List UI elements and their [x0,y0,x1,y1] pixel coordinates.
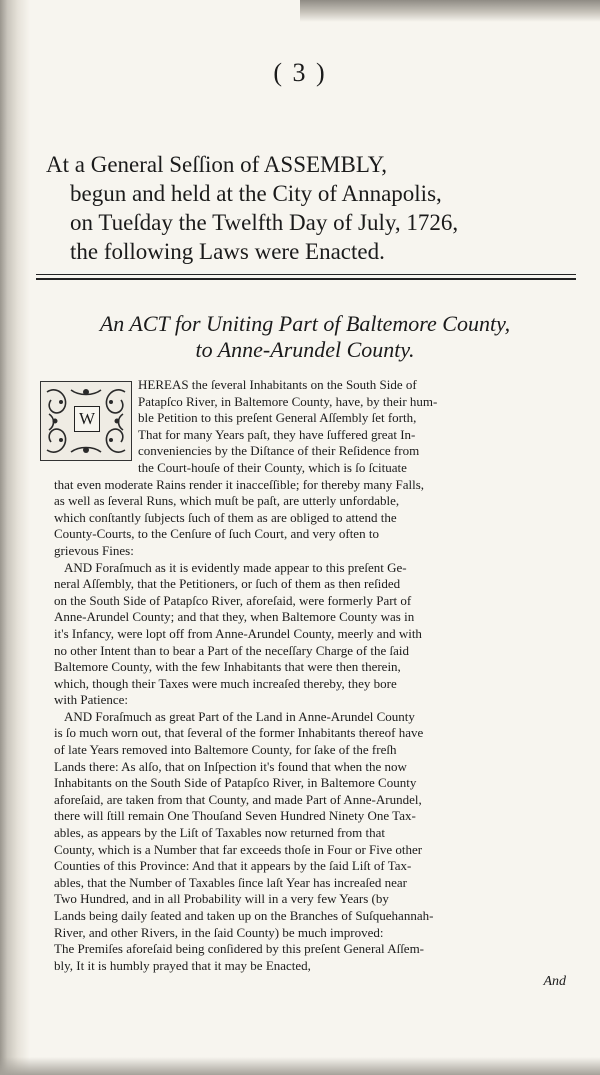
body-line: the Court-houſe of their County, which is ſo ſcituate [138,459,407,475]
heading-line-2: begun and held at the City of Annapolis, [70,181,442,206]
body-line: Two Hundred, and in all Probability will in a very few Years (by [54,891,389,907]
divider-rule-thin [36,274,576,275]
scan-edge-left [0,0,30,1075]
catchword: And [543,974,566,989]
heading-line-4: the following Laws were Enacted. [70,239,385,264]
body-line: AND Foraſmuch as it is evidently made appear to this preſent Ge- [64,559,407,575]
body-line: Inhabitants on the South Side of Patapſco River, in Baltemore County [54,775,417,791]
body-line: as well as ſeveral Runs, which muſt be paſt, are utterly unfordable, [54,493,400,509]
scan-edge-top [300,0,600,22]
heading-line-1: At a General Seſſion of ASSEMBLY, [46,152,387,177]
body-line: which, though their Taxes were much increaſed thereby, they bore [54,675,397,691]
heading-line-3: on Tueſday the Twelfth Day of July, 1726, [70,210,459,235]
act-title-line-1: An ACT for Uniting Part of Baltemore County, [99,311,511,336]
body-line: The Premiſes aforeſaid being conſidered by this preſent General Aſſem- [54,941,425,957]
body-line: aforeſaid, are taken from that County, and made Part of Anne-Arundel, [54,791,422,807]
body-line: Lands being daily ſeated and taken up on the Branches of Suſquehannah- [54,908,434,923]
scan-edge-bottom [0,1057,600,1075]
body-line: Baltemore County, with the few Inhabitants that were then therein, [54,659,401,675]
initial-letter: W [74,406,100,432]
body-line: ables, as appears by the Liſt of Taxables now returned from that [54,825,385,841]
body-line: ables, that the Number of Taxables ſince laſt Year has increaſed near [54,874,407,890]
body-line: neral Aſſembly, that the Petitioners, or ſuch of them as then reſided [54,576,401,592]
act-body [54,377,574,974]
body-line: it's Infancy, were lopt off from Anne-Arundel County, meerly and with [54,625,422,641]
body-line: ble Petition to this preſent General Aſſembly ſet forth, [138,410,417,426]
body-line: Lands there: As alſo, that on Inſpection it's found that when the now [54,758,407,774]
act-title [40,311,570,363]
body-line: Counties of this Province: And that it appears by the ſaid Liſt of Tax- [54,858,412,874]
body-line: HEREAS the ſeveral Inhabitants on the South Side of [138,377,417,392]
body-line: grievous Fines: [54,542,134,558]
body-line: bly, It it is humbly prayed that it may be Enacted, [54,957,311,973]
divider-rule-thick [36,278,576,280]
body-line: there will ſtill remain One Thouſand Seven Hundred Ninety One Tax- [54,808,416,824]
body-line: no other Intent than to bear a Part of the neceſſary Charge of the ſaid [54,642,409,658]
body-line: that even moderate Rains render it inacceſſible; for thereby many Falls, [54,476,425,492]
body-line: AND Foraſmuch as great Part of the Land in Anne-Arundel County [64,708,415,724]
session-heading [46,150,566,266]
body-line: River, and other Rivers, in the ſaid County) be much improved: [54,924,384,940]
body-line: Patapſco River, in Baltemore County, have, by their hum- [138,393,438,409]
body-line: on the South Side of Patapſco River, aforeſaid, were formerly Part of [54,592,412,608]
body-line: County-Courts, to the Cenſure of ſuch Court, and very often to [54,526,379,542]
body-line: That for many Years paſt, they have ſuffered great In- [138,426,416,442]
body-line: County, which is a Number that far exceeds thoſe in Four or Five other [54,841,423,857]
body-line: is ſo much worn out, that ſeveral of the former Inhabitants thereof have [54,725,424,741]
page-number: ( 3 ) [273,58,327,87]
body-line: which conſtantly ſubjects ſuch of them as are obliged to attend the [54,509,397,525]
act-title-line-2: to Anne-Arundel County. [195,337,415,362]
body-line: of late Years removed into Baltemore County, for ſake of the freſh [54,742,397,758]
body-line: Anne-Arundel County; and that they, when Baltemore County was in [54,609,415,625]
body-line: conveniencies by the Diſtance of their Reſidence from [138,443,420,459]
body-line: with Patience: [54,692,129,708]
